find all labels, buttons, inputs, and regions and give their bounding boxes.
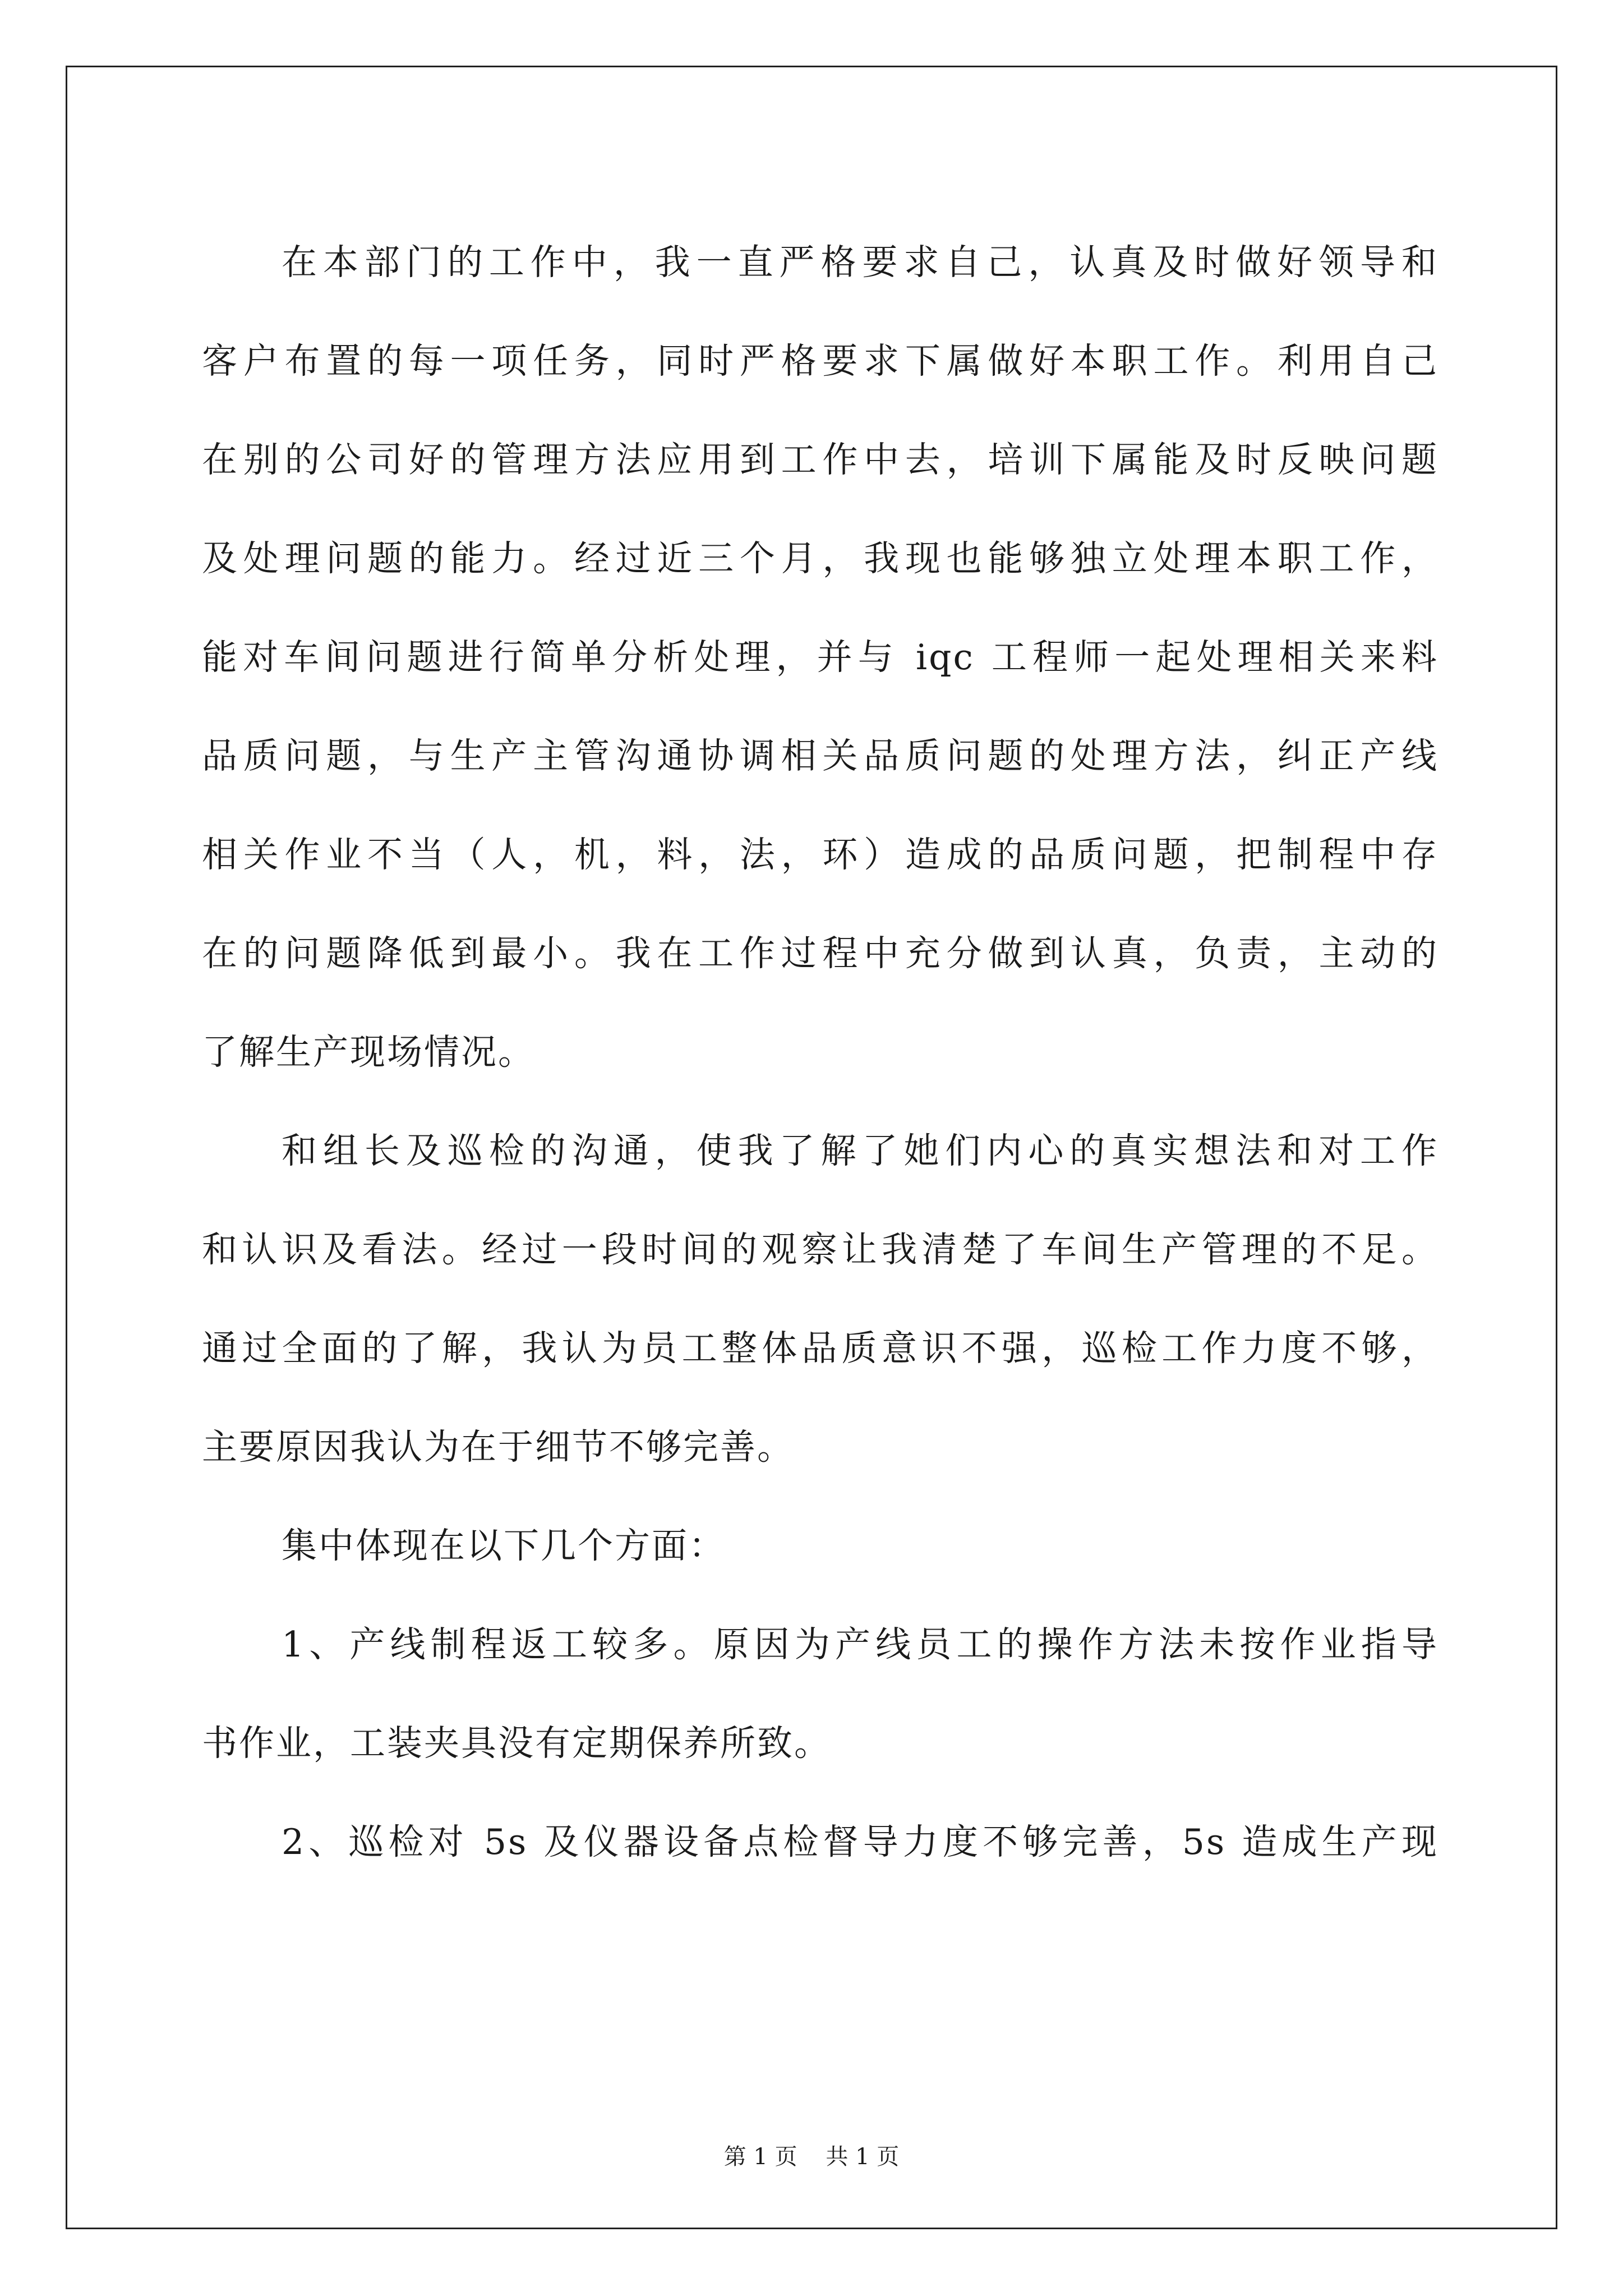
text-line: 能对车间问题进行简单分析处理，并与 iqc 工程师一起处理相关来料 <box>202 637 1438 678</box>
text-line: 及处理问题的能力。经过近三个月，我现也能够独立处理本职工作， <box>202 538 1438 579</box>
text-line: 了解生产现场情况。 <box>202 1032 535 1073</box>
document-body <box>202 213 1438 1892</box>
text-line: 在别的公司好的管理方法应用到工作中去，培训下属能及时反映问题 <box>202 439 1438 480</box>
text-line: 在的问题降低到最小。我在工作过程中充分做到认真，负责，主动的 <box>202 933 1438 974</box>
text-line: 1、产线制程返工较多。原因为产线员工的操作方法未按作业指导 <box>282 1624 1438 1665</box>
text-line: 和认识及看法。经过一段时间的观察让我清楚了车间生产管理的不足。 <box>202 1229 1438 1270</box>
text-line: 相关作业不当（人，机，料，法，环）造成的品质问题，把制程中存 <box>202 834 1438 875</box>
text-line: 书作业，工装夹具没有定期保养所致。 <box>202 1723 831 1764</box>
text-line: 集中体现在以下几个方面： <box>282 1525 726 1566</box>
page-number-footer: 第 1 页 共 1 页 <box>723 2144 900 2170</box>
text-line: 和组长及巡检的沟通，使我了解了她们内心的真实想法和对工作 <box>282 1130 1438 1171</box>
text-line: 在本部门的工作中，我一直严格要求自己，认真及时做好领导和 <box>282 242 1438 283</box>
text-line: 2、巡检对 5s 及仪器设备点检督导力度不够完善，5s 造成生产现 <box>282 1821 1438 1862</box>
text-line: 品质问题，与生产主管沟通协调相关品质问题的处理方法，纠正产线 <box>202 735 1438 776</box>
text-line: 主要原因我认为在于细节不够完善。 <box>202 1427 794 1467</box>
text-line: 客户布置的每一项任务，同时严格要求下属做好本职工作。利用自己 <box>202 341 1438 381</box>
text-line: 通过全面的了解，我认为员工整体品质意识不强，巡检工作力度不够， <box>202 1328 1438 1369</box>
